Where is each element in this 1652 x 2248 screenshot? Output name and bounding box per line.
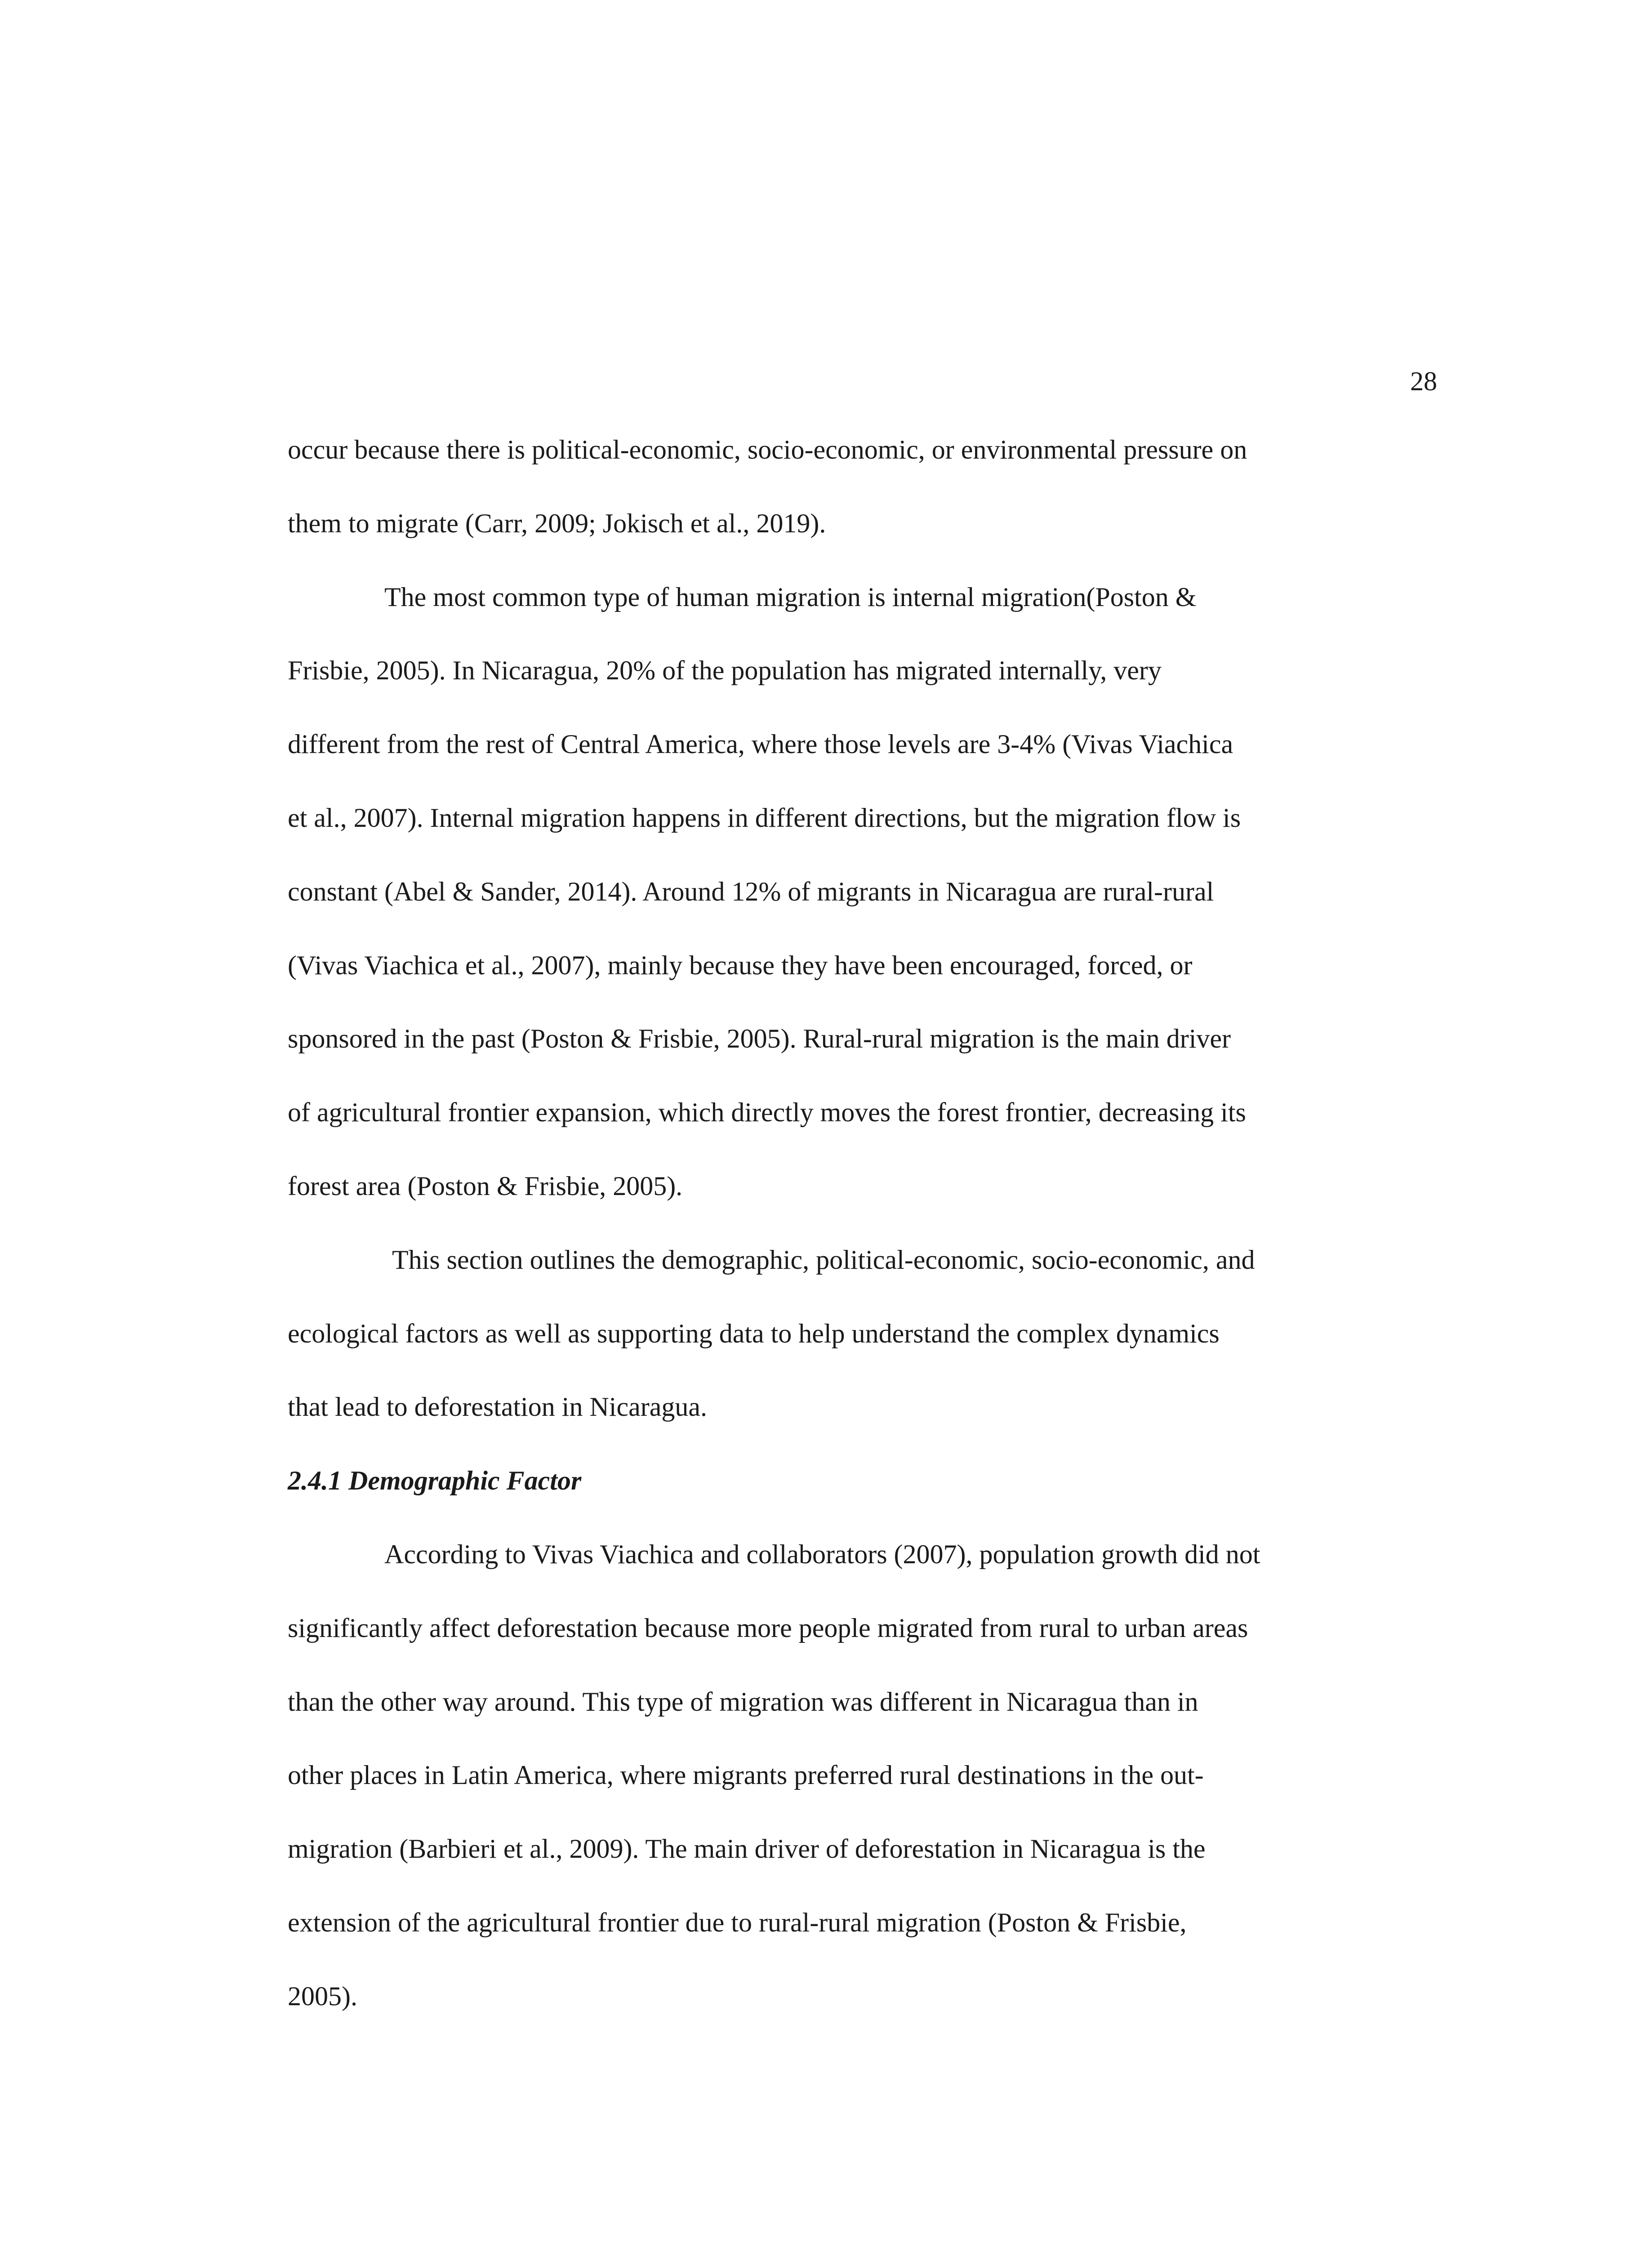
text-line: ecological factors as well as supporting data to help understand the complex dynamics	[288, 1318, 1220, 1348]
text-line: According to Vivas Viachica and collaborators (2007), population growth did not	[384, 1539, 1260, 1569]
text-line: significantly affect deforestation because more people migrated from rural to urban areas	[288, 1613, 1248, 1643]
text-line: forest area (Poston & Frisbie, 2005).	[288, 1171, 683, 1201]
section-heading: 2.4.1 Demographic Factor	[288, 1466, 582, 1496]
text-line: extension of the agricultural frontier due to rural-rural migration (Poston & Frisbie,	[288, 1907, 1187, 1937]
text-line: than the other way around. This type of migration was different in Nicaragua than in	[288, 1686, 1198, 1717]
text-line: constant (Abel & Sander, 2014). Around 12% of migrants in Nicaragua are rural-rural	[288, 876, 1214, 906]
text-line: occur because there is political-economic, socio-economic, or environmental pressure on	[288, 435, 1247, 464]
text-line: sponsored in the past (Poston & Frisbie, 2005). Rural-rural migration is the main driver	[288, 1024, 1231, 1054]
text-line: that lead to deforestation in Nicaragua.	[288, 1392, 707, 1422]
text-line: et al., 2007). Internal migration happens in different directions, but the migration flow is	[288, 803, 1241, 833]
text-line: The most common type of human migration is internal migration(Poston &	[384, 582, 1197, 612]
text-line: 2005).	[288, 1981, 357, 2011]
text-line: migration (Barbieri et al., 2009). The main driver of deforestation in Nicaragua is the	[288, 1834, 1206, 1864]
page-number: 28	[1410, 366, 1437, 396]
text-line: them to migrate (Carr, 2009; Jokisch et al., 2019).	[288, 508, 826, 538]
text-line: of agricultural frontier expansion, which directly moves the forest frontier, decreasing its	[288, 1097, 1246, 1128]
text-line: This section outlines the demographic, political-economic, socio-economic, and	[392, 1244, 1255, 1275]
text-line: (Vivas Viachica et al., 2007), mainly because they have been encouraged, forced, or	[288, 950, 1193, 980]
text-line: different from the rest of Central America, where those levels are 3-4% (Vivas Viachica	[288, 729, 1233, 759]
text-line: Frisbie, 2005). In Nicaragua, 20% of the population has migrated internally, very	[288, 656, 1162, 686]
text-line: other places in Latin America, where migrants preferred rural destinations in the out-	[288, 1760, 1204, 1790]
body-text	[288, 432, 1429, 2052]
